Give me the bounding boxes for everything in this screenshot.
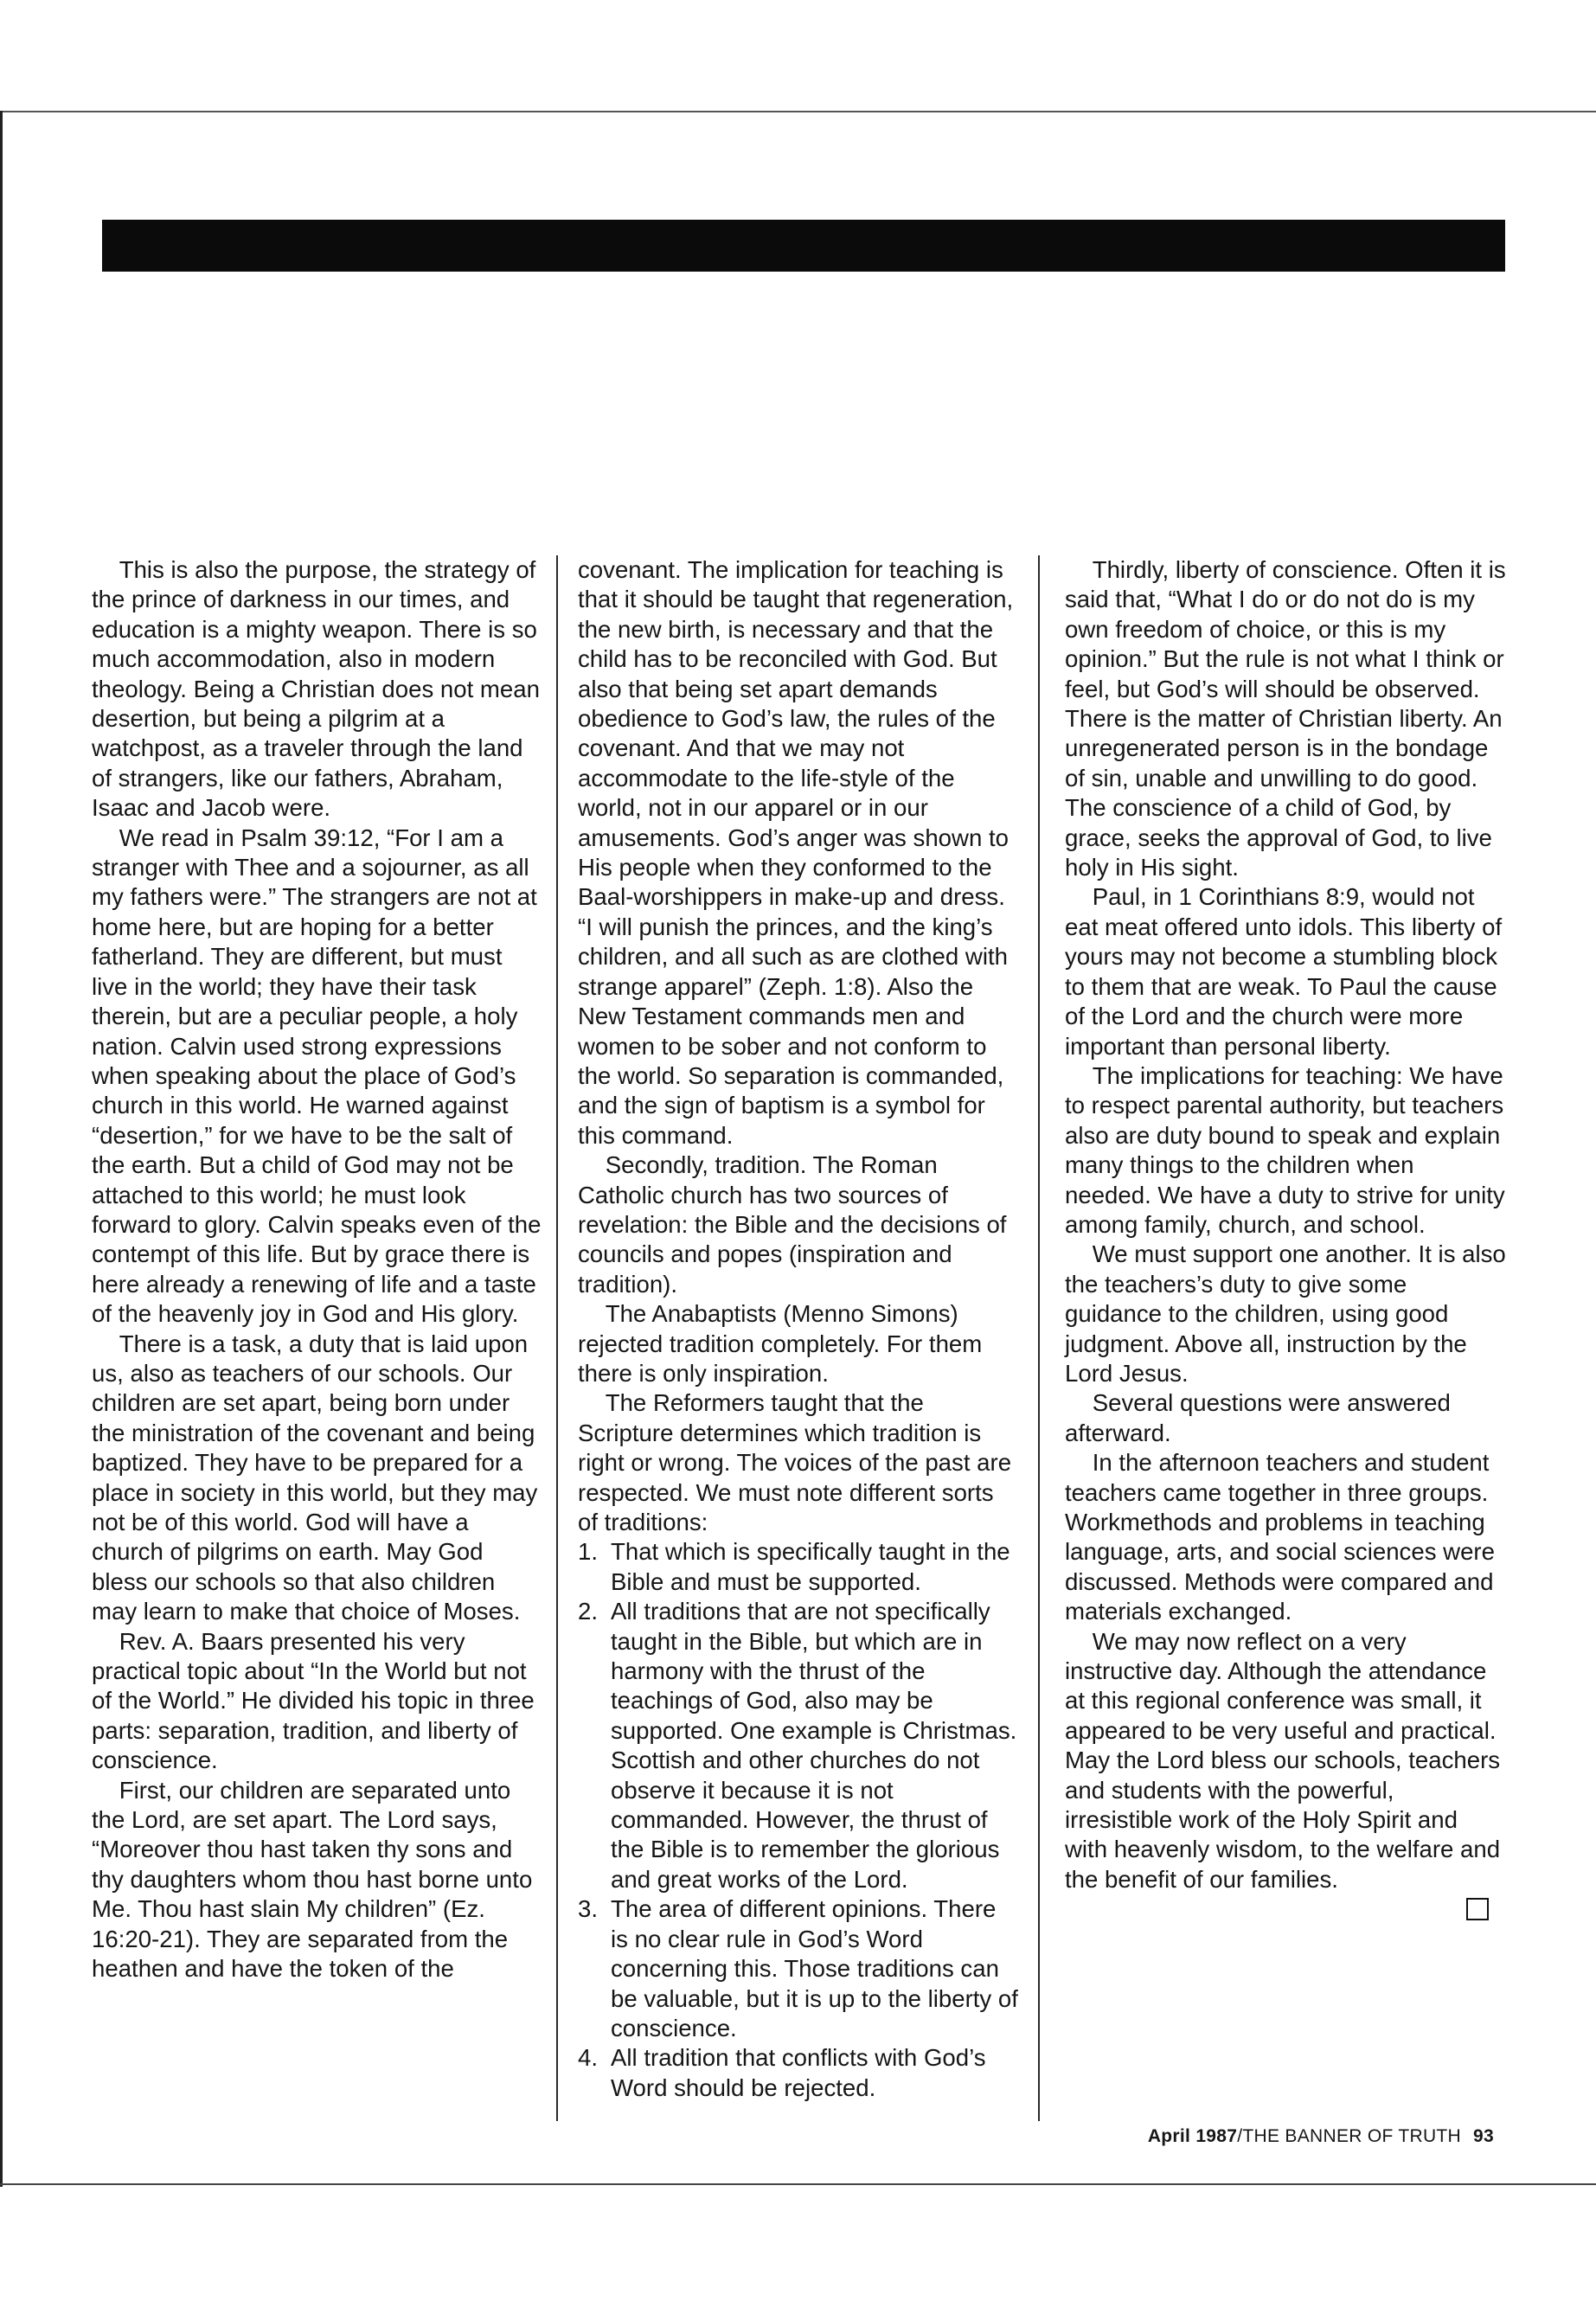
paragraph: Several questions were answered afterward.: [1065, 1389, 1451, 1446]
bottom-rule: [0, 2183, 1596, 2185]
paragraph: Rev. A. Baars presented his very practical topic about “In the World but not of the World.” He divided his topic in three parts: separation, tradition, and liberty of conscience.: [92, 1627, 535, 1774]
paragraph: The Reformers taught that the Scripture determines which tradition is right or wrong. The voices of the past are respected. We must note different sorts of traditions:: [578, 1389, 1012, 1535]
list-text: The area of different opinions. There is no clear rule in God’s Word concerning this. Those traditions can be valuable, but it is up to the liberty of conscience.: [611, 1895, 1018, 2041]
column-divider: [556, 555, 558, 2121]
list-number: 1.: [578, 1538, 599, 1566]
traditions-list: [578, 1537, 1019, 2103]
paragraph: covenant. The implication for teaching is that it should be taught that regeneration, the new birth, is necessary and that the child has to be reconciled with God. But also that being set apart demands obedience to God’s law, the rules of the covenant. And that we may not accommodate to the life-style of the world, not in our apparel or in our amusements. God’s anger was shown to His people when they conformed to the Baal-worshippers in make-up and dress. “I will punish the princes, and the king’s children, and all such as are clothed with strange apparel” (Zeph. 1:8). Also the New Testament commands men and women to be sober and not conform to the world. So separation is commanded, and the sign of baptism is a symbol for this command.: [578, 556, 1014, 1149]
list-item: [578, 1537, 1019, 1597]
paragraph: Secondly, tradition. The Roman Catholic church has two sources of revelation: the Bible and the decisions of councils and popes (inspiration and tradition).: [578, 1151, 1007, 1298]
list-text: That which is specifically taught in the Bible and must be supported.: [611, 1538, 1010, 1595]
list-number: 2.: [578, 1598, 599, 1625]
page-left-edge: [0, 111, 3, 2187]
list-number: 3.: [578, 1895, 599, 1923]
list-text: All traditions that are not specifically taught in the Bible, but which are in harmony with the thrust of the teachings of God, also may be supported. One example is Christmas. Scottish and other churches do not observe it because it is not commanded. However, the thrust of the Bible is to remember the glorious and great works of the Lord.: [611, 1598, 1017, 1893]
paragraph: Paul, in 1 Corinthians 8:9, would not eat meat offered unto idols. This liberty of yours may not become a stumbling block to them that are weak. To Paul the cause of the Lord and the church were more important than personal liberty.: [1065, 883, 1503, 1060]
top-rule: [0, 111, 1596, 112]
paragraph: We may now reflect on a very instructive day. Although the attendance at this regional conference was small, it appeared to be very useful and practical. May the Lord bless our schools, teachers and students with the powerful, irresistible work of the Holy Spirit and with heavenly wisdom, to the welfare and the benefit of our families.: [1065, 1627, 1501, 1893]
footer-publication: /THE BANNER OF TRUTH: [1237, 2126, 1462, 2146]
paragraph: The implications for teaching: We have to respect parental authority, but teachers also are duty bound to speak and explain many things to the children when needed. We have a duty to strive for unity among family, church, and school.: [1065, 1061, 1505, 1238]
end-box-icon: [1466, 1898, 1489, 1920]
list-text: All tradition that conflicts with God’s Word should be rejected.: [611, 2044, 986, 2101]
text-column-3: [1065, 555, 1506, 1928]
end-of-article-mark: [1065, 1898, 1506, 1927]
text-column-2: [578, 555, 1019, 2103]
paragraph: Thirdly, liberty of conscience. Often it is said that, “What I do or do not do is my own freedom of choice, or this is my opinion.” But the rule is not what I think or feel, but God’s will should be observed. There is the matter of Christian liberty. An unregenerated person is in the bondage of sin, unable and unwilling to do good. The conscience of a child of God, by grace, seeks the approval of God, to live holy in His sight.: [1065, 556, 1506, 881]
header-banner: [102, 220, 1505, 272]
page-number: 93: [1473, 2126, 1494, 2146]
paragraph: This is also the purpose, the strategy of the prince of darkness in our times, and education is a mighty weapon. There is so much accommodation, also in modern theology. Being a Christian does not mean desertion, but being a pilgrim at a watchpost, as a traveler through the land of strangers, like our fathers, Abraham, Isaac and Jacob were.: [92, 556, 540, 822]
page-footer: [1148, 2126, 1494, 2147]
paragraph: We must support one another. It is also the teachers’s duty to give some guidance to the children, using good judgment. Above all, instruction by the Lord Jesus.: [1065, 1240, 1506, 1387]
footer-date: April 1987: [1147, 2126, 1238, 2146]
paragraph: In the afternoon teachers and student teachers came together in three groups. Workmethods and problems in teaching language, arts, and social sciences were discussed. Methods were compared and materials exchanged.: [1065, 1449, 1495, 1625]
list-number: 4.: [578, 2044, 599, 2072]
column-divider: [1038, 555, 1040, 2121]
paragraph: There is a task, a duty that is laid upon us, also as teachers of our schools. Our children are set apart, being born under the ministration of the covenant and being baptized. They have to be prepared for a place in society in this world, but they may not be of this world. God will have a church of pilgrims on earth. May God bless our schools so that also children may learn to make that choice of Moses.: [92, 1330, 538, 1625]
text-column-1: [92, 555, 542, 1984]
list-item: [578, 1894, 1019, 2043]
list-item: [578, 1597, 1019, 1894]
list-item: [578, 2043, 1019, 2103]
paragraph: First, our children are separated unto the Lord, are set apart. The Lord says, “Moreover thou hast taken thy sons and thy daughters whom thou hast borne unto Me. Thou hast slain My children” (Ez. 16:20-21). They are separated from the heathen and have the token of the: [92, 1776, 533, 1983]
paragraph: We read in Psalm 39:12, “For I am a stranger with Thee and a sojourner, as all my fathers were.” The strangers are not at home here, but are hoping for a better fatherland. They are different, but must live in the world; they have their task therein, but are a peculiar people, a holy nation. Calvin used strong expressions when speaking about the place of God’s church in this world. He warned against “desertion,” for we have to be the salt of the earth. But a child of God may not be attached to this world; he must look forward to glory. Calvin speaks even of the contempt of this life. But by grace there is here already a renewing of life and a taste of the heavenly joy in God and His glory.: [92, 824, 542, 1328]
paragraph: The Anabaptists (Menno Simons) rejected tradition completely. For them there is only inspiration.: [578, 1300, 983, 1387]
